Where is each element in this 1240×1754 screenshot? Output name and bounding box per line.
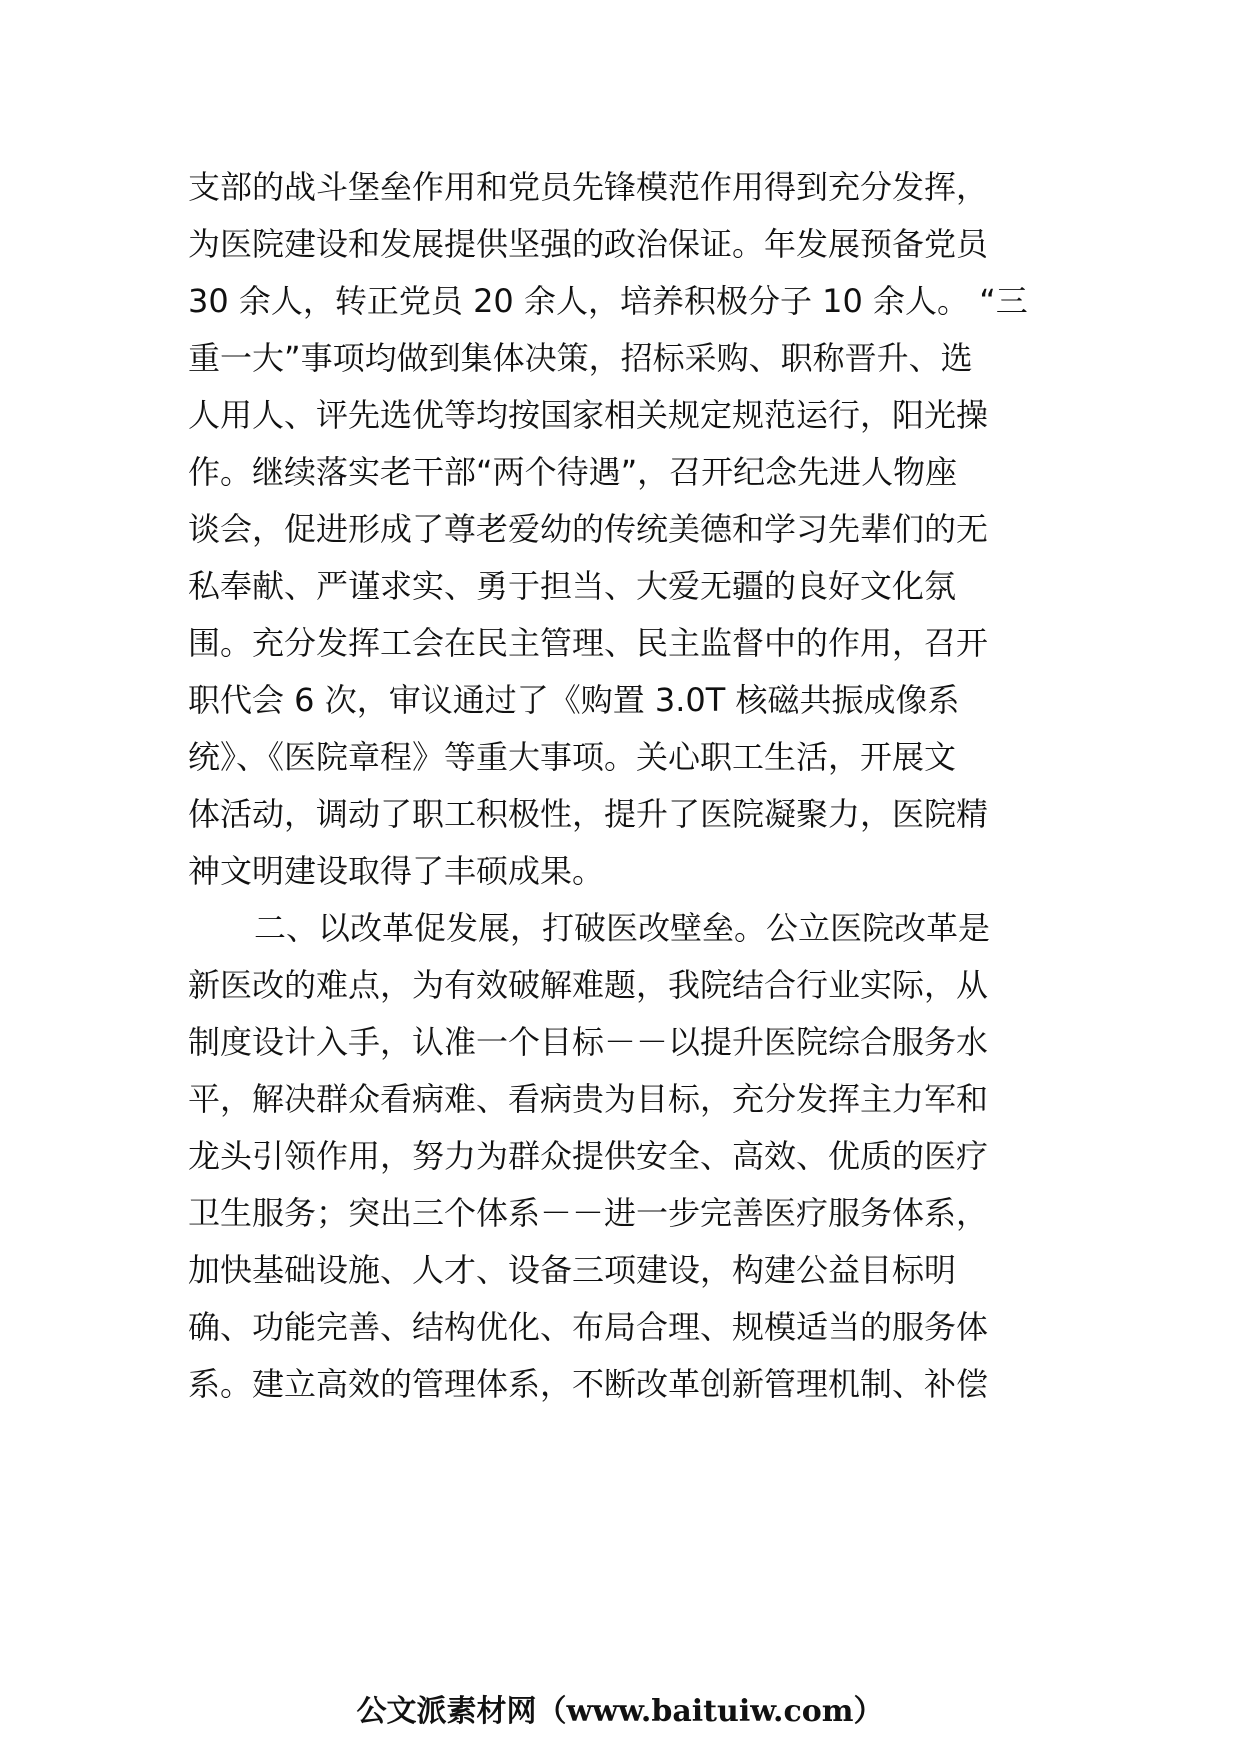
paragraph-line: 作。继续落实老干部“两个待遇”，召开纪念先进人物座 (188, 453, 958, 491)
paragraph-line: 支部的战斗堡垒作用和党员先锋模范作用得到充分发挥， (188, 168, 989, 206)
paragraph-line: 职代会 6 次，审议通过了《购置 3.0T 核磁共振成像系 (188, 681, 960, 719)
paragraph-line: 龙头引领作用，努力为群众提供安全、高效、优质的医疗 (188, 1137, 989, 1175)
paragraph-line: 人用人、评先选优等均按国家相关规定规范运行，阳光操 (188, 396, 989, 434)
paragraph-line: 重一大”事项均做到集体决策，招标采购、职称晋升、选 (188, 339, 973, 377)
paragraph-line: 私奉献、严谨求实、勇于担当、大爱无疆的良好文化氛 (188, 567, 957, 605)
paragraph-line: 神文明建设取得了丰硕成果。 (188, 852, 605, 890)
section-heading-line: 二、以改革促发展，打破医改壁垒。公立医院改革是 (254, 909, 991, 947)
paragraph-line: 为医院建设和发展提供坚强的政治保证。年发展预备党员 (188, 225, 989, 263)
paragraph-line: 系。建立高效的管理体系，不断改革创新管理机制、补偿 (188, 1365, 989, 1403)
paragraph-line: 30 余人，转正党员 20 余人，培养积极分子 10 余人。 “三 (188, 282, 1028, 320)
paragraph-line: 确、功能完善、结构优化、布局合理、规模适当的服务体 (188, 1308, 989, 1346)
paragraph-line: 新医改的难点，为有效破解难题，我院结合行业实际，从 (188, 966, 989, 1004)
paragraph-line: 平，解决群众看病难、看病贵为目标，充分发挥主力军和 (188, 1080, 989, 1118)
paragraph-line: 加快基础设施、人才、设备三项建设，构建公益目标明 (188, 1251, 957, 1289)
paragraph-line: 制度设计入手，认准一个目标－－以提升医院综合服务水 (188, 1023, 989, 1061)
paragraph-line: 围。充分发挥工会在民主管理、民主监督中的作用，召开 (188, 624, 989, 662)
paragraph-line: 谈会，促进形成了尊老爱幼的传统美德和学习先辈们的无 (188, 510, 989, 548)
footer-source-text: 公文派素材网（www.baituiw.com） (356, 1694, 884, 1729)
paragraph-line: 体活动，调动了职工积极性，提升了医院凝聚力，医院精 (188, 795, 989, 833)
paragraph-line: 卫生服务；突出三个体系－－进一步完善医疗服务体系， (188, 1194, 989, 1232)
paragraph-line: 统》、《医院章程》等重大事项。关心职工生活，开展文 (188, 738, 957, 776)
